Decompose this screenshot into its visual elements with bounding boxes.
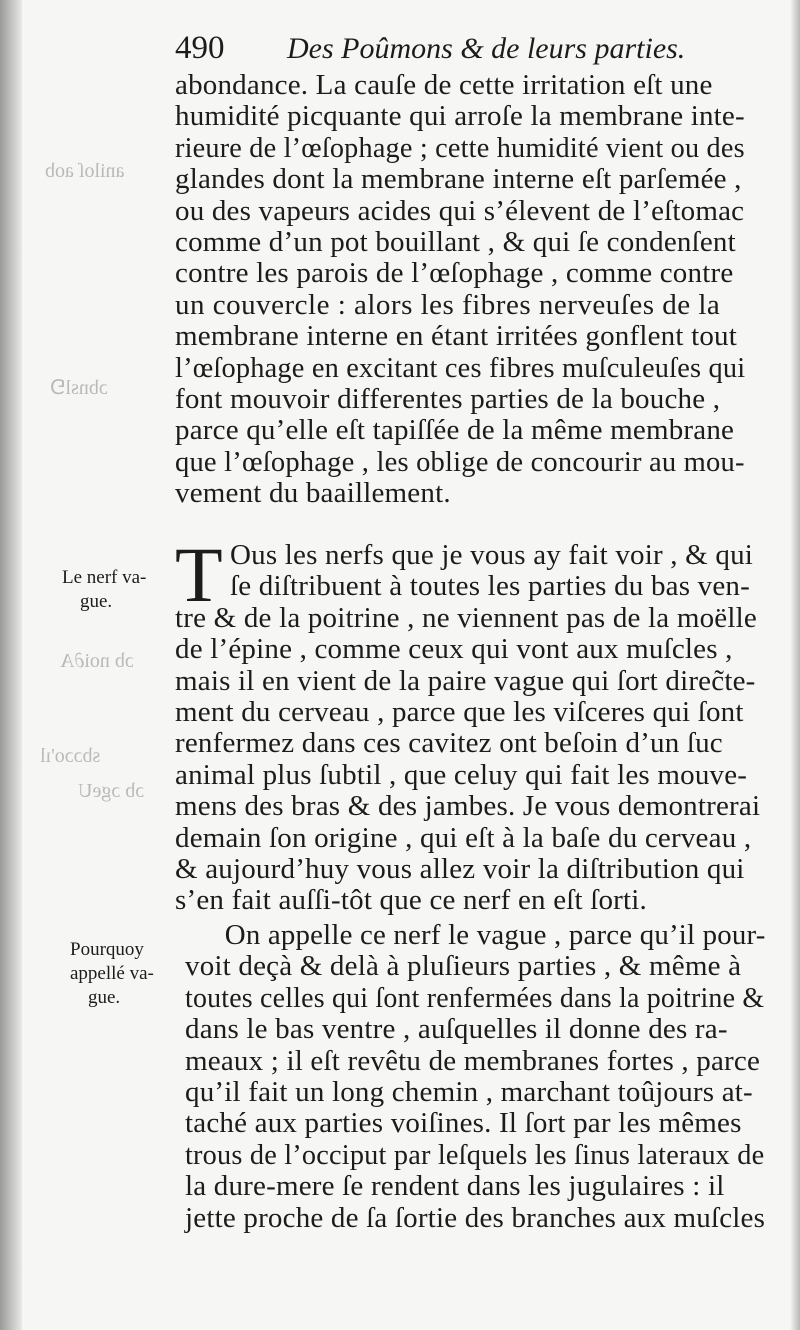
drop-cap: T [175,531,223,618]
text-line: humidité picquante qui arroſe la membrane inte- [175,100,745,133]
text-line: ou des vapeurs acides qui s’élevent de l’eſtomac [175,194,745,227]
text-line: rieure de l’œſophage ; cette humidité vient ou des [175,131,745,164]
text-line: ment du cerveau , parce que les viſceres qui ſont [175,695,744,728]
text-line: Ous les nerfs que je vous ay fait voir , & qui [230,539,754,571]
show-through-text: ɔb noi∂A [60,650,134,672]
text-line: demain ſon origine , qui eſt à la baſe du cerveau , [175,821,752,854]
margin-note-line: gue. [88,987,121,1008]
text-line: voit deçà & delà à pluſieurs parties , & même à [185,950,742,983]
paragraph-2 [175,531,765,917]
running-title: Des Poûmons & de leurs parties. [287,32,686,65]
margin-note-nerf-vague [62,566,177,614]
text-line: & aujourd’huy vous allez voir la diſtribution qui [175,852,745,885]
text-line: l’œſophage en excitant ces fibres muſculeuſes qui [175,351,746,384]
show-through-text: ɔb ɔgeU [78,780,145,802]
text-line: comme d’un pot bouillant , & qui ſe condenſent [175,225,736,258]
show-through-text: sbɔɔo'ıl [40,745,101,767]
text-line: vement du baaillement. [175,477,451,510]
text-line: de l’épine , comme ceux qui vont aux muſcles , [175,633,733,666]
text-line: que l’œſophage , les oblige de concourir au mou- [175,445,745,478]
text-line: trous de l’occiput par leſquels les ſinus lateraux de [185,1138,765,1171]
text-line: tre & de la poitrine , ne viennent pas de la moëlle [175,601,757,634]
paragraph-3 [185,920,765,1234]
page-gutter-shadow [0,0,22,1330]
page-header [175,30,735,70]
text-line: toutes celles qui ſont renfermées dans la poitrine & [185,981,765,1014]
text-line: contre les parois de l’œſophage , comme contre [175,257,734,290]
page-edge-shadow [790,0,800,1330]
text-line: s’en fait auſſi-tôt que ce nerf en eſt ſorti. [175,884,648,917]
text-line: la dure-mere ſe rendent dans les jugulaires : il [185,1170,725,1203]
text-line: meaux ; il eſt revêtu de membranes fortes , parce [185,1044,761,1077]
text-line: qu’il fait un long chemin , marchant toûjours at- [185,1075,753,1108]
text-line: glandes dont la membrane interne eſt parſemée , [175,163,742,196]
margin-note-pourquoy [70,938,180,1010]
text-line: membrane interne en étant irritées gonflent tout [175,320,738,353]
text-line: un couvercle : alors les fibres nerveuſes de la [175,288,721,321]
paragraph-1 [175,70,745,509]
margin-note-line: gue. [80,591,113,612]
text-line: animal plus ſubtil , que celuy qui fait les mouve- [175,758,748,791]
margin-note-line: appellé va- [70,963,154,984]
text-line: ſe diſtribuent à toutes les parties du bas ven- [230,570,750,603]
text-line: On appelle ce nerf le vague , parce qu’il pour- [224,919,766,951]
margin-note-line: Le nerf va- [62,567,147,588]
text-line: mais il en vient de la paire vague qui ſort direc̃te- [175,664,756,697]
show-through-text: aniloſ aob [45,160,125,182]
text-line: mens des bras & des jambes. Je vous demontrerai [175,790,761,823]
text-line: parce qu’elle eſt tapiſſée de la même membrane [175,414,735,447]
text-line: taché aux parties voiſines. Il ſort par les mêmes [185,1107,742,1140]
margin-note-line: Pourquoy [70,939,144,960]
page-number: 490 [175,30,225,66]
text-line: dans le bas ventre , auſquelles il donne des ra- [185,1013,728,1046]
text-line: jette proche de ſa ſortie des branches aux muſcles [185,1201,766,1234]
text-line: renfermez dans ces cavitez ont beſoin d’un ſuc [175,727,723,760]
text-line: font mouvoir differentes parties de la bouche , [175,382,721,415]
show-through-text: ɔbnsl⅁ [50,377,108,399]
text-line: abondance. La cauſe de cette irritation eſt une [175,69,713,101]
